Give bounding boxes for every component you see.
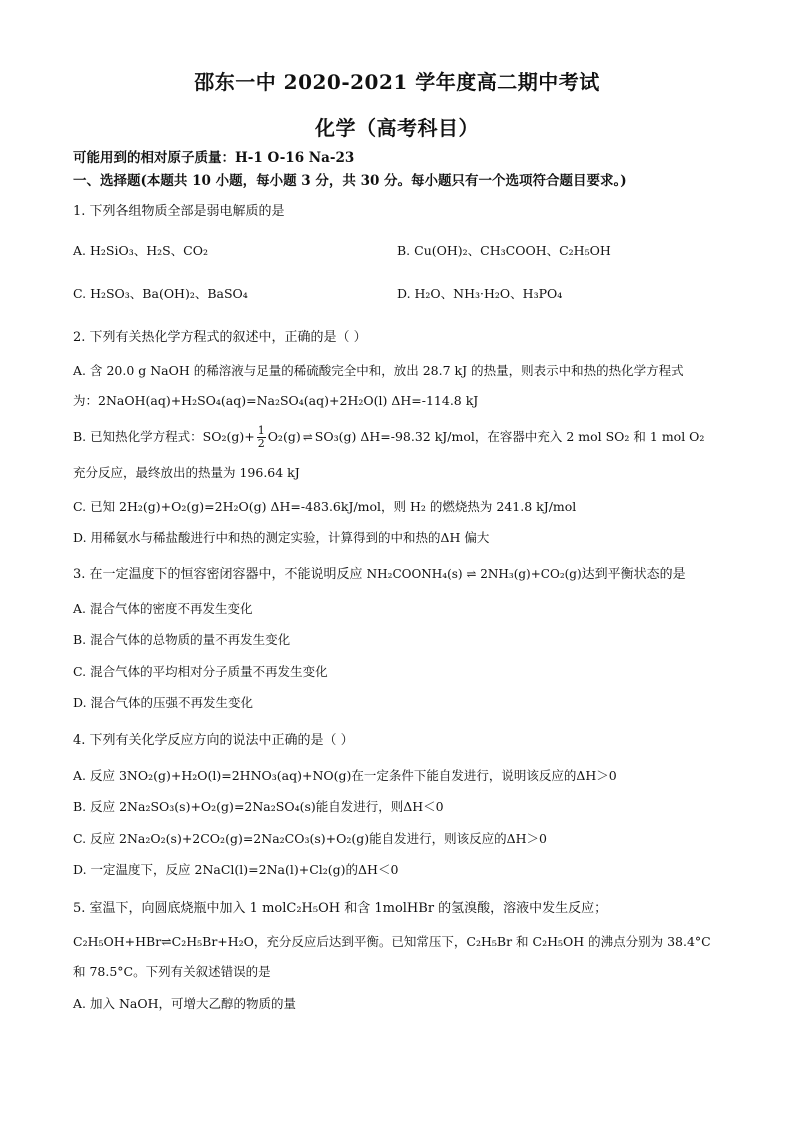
q2-stem: 2. 下列有关热化学方程式的叙述中，正确的是（ ）	[73, 330, 367, 345]
q2-b-post: SO₃(g) ΔH=-98.32 kJ/mol，在容器中充入 2 mol SO₂ 和 1 mol O₂	[314, 429, 705, 444]
section-heading: 一、选择题(本题共 10 小题，每小题 3 分，共 30 分。每小题只有一个选项符合题目要求。)	[73, 173, 627, 189]
q2-option-d: D. 用稀氨水与稀盐酸进行中和热的测定实验，计算得到的中和热的ΔH 偏大	[73, 530, 490, 545]
q5-stem-line2: C₂H₅OH+HBr⇌C₂H₅Br+H₂O，充分反应后达到平衡。已知常压下，C₂H₅Br 和 C₂H₅OH 的沸点分别为 38.4°C	[73, 934, 711, 949]
q2-option-c: C. 已知 2H₂(g)+O₂(g)=2H₂O(g) ΔH=-483.6kJ/mol，则 H₂ 的燃烧热为 241.8 kJ/mol	[73, 499, 577, 514]
q2-option-b-line1	[73, 425, 704, 450]
q4-option-a: A. 反应 3NO₂(g)+H₂O(l)=2HNO₃(aq)+NO(g)在一定条件下能自发进行，说明该反应的ΔH＞0	[73, 768, 617, 783]
q3-option-d: D. 混合气体的压强不再发生变化	[73, 695, 254, 710]
fraction-one-half	[257, 425, 266, 450]
fraction-denominator: 2	[257, 437, 265, 450]
exam-subtitle: 化学（高考科目）	[315, 116, 479, 140]
q2-b-pre: B. 已知热化学方程式：SO₂(g)+	[73, 429, 255, 444]
q4-option-b: B. 反应 2Na₂SO₃(s)+O₂(g)=2Na₂SO₄(s)能自发进行，则ΔH＜0	[73, 799, 444, 814]
exam-title: 邵东一中 2020-2021 学年度高二期中考试	[194, 70, 600, 94]
q4-stem: 4. 下列有关化学反应方向的说法中正确的是（ ）	[73, 733, 354, 748]
atomic-masses: 可能用到的相对原子质量：H-1 O-16 Na-23	[73, 150, 355, 166]
q3-stem	[73, 563, 686, 582]
q3-option-b: B. 混合气体的总物质的量不再发生变化	[73, 632, 291, 647]
q4-option-d: D. 一定温度下，反应 2NaCl(l)=2Na(l)+Cl₂(g)的ΔH＜0	[73, 862, 399, 877]
q2-option-a-line2: 为：2NaOH(aq)+H₂SO₄(aq)=Na₂SO₄(aq)+2H₂O(l) ΔH=-114.8 kJ	[73, 393, 479, 408]
equilibrium-arrow-icon: ⇌	[302, 430, 313, 444]
q1-stem: 1. 下列各组物质全部是弱电解质的是	[73, 204, 285, 219]
q3-stem-post: 达到平衡状态的是	[581, 567, 686, 582]
q1-option-a: A. H₂SiO₃、H₂S、CO₂	[73, 243, 209, 258]
q2-b-mid: O₂(g)	[267, 429, 301, 444]
q5-option-a: A. 加入 NaOH，可增大乙醇的物质的量	[73, 996, 296, 1011]
q1-option-b: B. Cu(OH)₂、CH₃COOH、C₂H₅OH	[397, 243, 611, 258]
q3-option-a: A. 混合气体的密度不再发生变化	[73, 601, 253, 616]
q3-reaction: NH₂COONH₄(s) ⇌ 2NH₃(g)+CO₂(g)	[366, 567, 582, 581]
q3-option-c: C. 混合气体的平均相对分子质量不再发生变化	[73, 664, 328, 679]
q5-stem-line1: 5. 室温下，向圆底烧瓶中加入 1 molC₂H₅OH 和含 1molHBr 的氢溴酸，溶液中发生反应；	[73, 901, 608, 916]
q1-option-d: D. H₂O、NH₃·H₂O、H₃PO₄	[397, 286, 563, 301]
q5-stem-line3: 和 78.5°C。下列有关叙述错误的是	[73, 964, 271, 979]
q4-option-c: C. 反应 2Na₂O₂(s)+2CO₂(g)=2Na₂CO₃(s)+O₂(g)能自发进行，则该反应的ΔH＞0	[73, 831, 548, 846]
fraction-numerator: 1	[257, 424, 265, 437]
q2-option-b-line2: 充分反应，最终放出的热量为 196.64 kJ	[73, 465, 300, 480]
q1-option-c: C. H₂SO₃、Ba(OH)₂、BaSO₄	[73, 286, 248, 301]
q3-stem-pre: 3. 在一定温度下的恒容密闭容器中，不能说明反应	[73, 567, 367, 582]
q2-option-a-line1: A. 含 20.0 g NaOH 的稀溶液与足量的稀硫酸完全中和，放出 28.7 kJ 的热量，则表示中和热的热化学方程式	[73, 363, 684, 378]
